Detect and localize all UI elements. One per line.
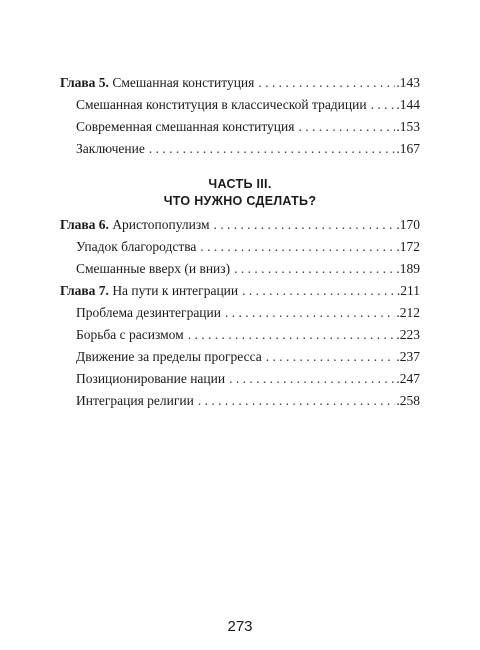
page-number: .212: [396, 305, 420, 320]
section-title: Интеграция религии: [76, 393, 194, 408]
toc-entry-section[interactable]: [60, 116, 420, 138]
page-number: .153: [396, 119, 420, 134]
dot-leader: [258, 72, 395, 94]
toc-entry-section[interactable]: [60, 390, 420, 412]
toc-entry-section[interactable]: [60, 138, 420, 160]
dot-leader: [266, 346, 396, 368]
chapter-title: На пути к интеграции: [108, 283, 239, 298]
dot-leader: [371, 94, 396, 116]
page-number: .237: [396, 349, 420, 364]
toc-entry-section[interactable]: [60, 236, 420, 258]
page-number: .223: [396, 327, 420, 342]
chapter-number: Глава 6.: [60, 217, 109, 232]
toc-entry-section[interactable]: [60, 368, 420, 390]
dot-leader: [214, 214, 396, 236]
page-folio: 273: [227, 618, 253, 635]
chapter-title: Смешанная конституция: [108, 75, 255, 90]
dot-leader: [242, 280, 396, 302]
toc-entry-label: [60, 280, 238, 302]
page-number: .172: [396, 239, 420, 254]
dot-leader: [225, 302, 395, 324]
toc-entry-label: [60, 214, 210, 236]
chapter-title: Аристопопулизм: [108, 217, 210, 232]
page-number: .189: [396, 261, 420, 276]
section-title: Упадок благородства: [76, 239, 197, 254]
dot-leader: [298, 116, 395, 138]
dot-leader: [198, 390, 396, 412]
page-number: .144: [396, 97, 420, 112]
section-title: Позиционирование нации: [76, 371, 226, 386]
section-title: Проблема дезинтеграции: [76, 305, 221, 320]
dot-leader: [188, 324, 396, 346]
toc-entry-section[interactable]: [60, 258, 420, 280]
part-heading: [60, 176, 420, 210]
page-number: .247: [396, 371, 420, 386]
page-number: .167: [396, 141, 420, 156]
section-title: Смешанные вверх (и вниз): [76, 261, 231, 276]
section-title: Борьба с расизмом: [76, 327, 184, 342]
page-number: .143: [396, 75, 420, 90]
toc-entry-section[interactable]: [60, 94, 420, 116]
page-number: .211: [396, 283, 420, 298]
dot-leader: [149, 138, 396, 160]
dot-leader: [229, 368, 395, 390]
table-of-contents: [60, 72, 420, 412]
toc-entry-label: [60, 72, 254, 94]
section-title: Современная смешанная конституция: [76, 119, 295, 134]
section-title: Смешанная конституция в классической традиции: [76, 97, 367, 112]
chapter-number: Глава 5.: [60, 75, 109, 90]
section-title: Заключение: [76, 141, 145, 156]
chapter-number: Глава 7.: [60, 283, 109, 298]
toc-entry-chapter-7[interactable]: [60, 280, 420, 302]
dot-leader: [200, 236, 395, 258]
toc-entry-chapter-5[interactable]: [60, 72, 420, 94]
toc-entry-section[interactable]: [60, 346, 420, 368]
page-number: .258: [396, 393, 420, 408]
part-title: ЧТО НУЖНО СДЕЛАТЬ?: [163, 194, 317, 208]
section-title: Движение за пределы прогресса: [76, 349, 262, 364]
toc-entry-section[interactable]: [60, 324, 420, 346]
toc-entry-chapter-6[interactable]: [60, 214, 420, 236]
part-number: ЧАСТЬ III.: [208, 177, 272, 191]
page-number: .170: [396, 217, 420, 232]
toc-entry-section[interactable]: [60, 302, 420, 324]
dot-leader: [234, 258, 395, 280]
